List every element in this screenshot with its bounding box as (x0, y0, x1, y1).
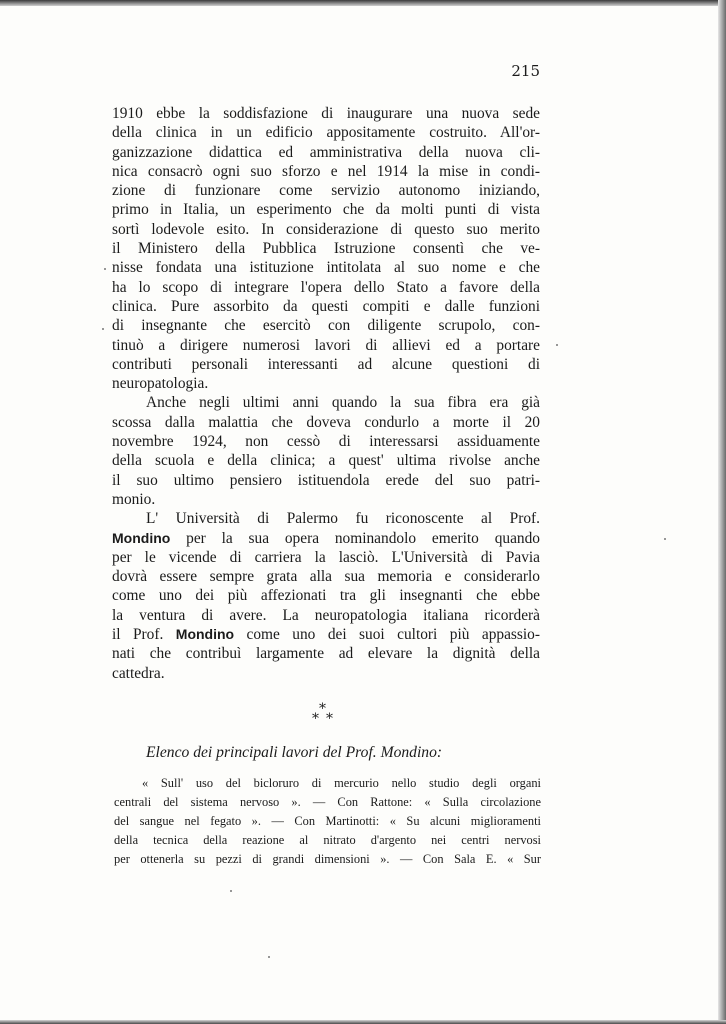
body-line: primo in Italia, un esperimento che da molti punti di vista (112, 201, 540, 219)
bibliography-text (114, 774, 541, 869)
body-line: contributi personali interessanti ad alcune questioni di (112, 355, 540, 373)
body-line-text: il Prof. (112, 626, 176, 644)
body-line: L' Università di Palermo fu riconoscente al Prof. (146, 510, 540, 528)
bibliography-line: del sangue nel fegato ». — Con Martinotti: « Su alcuni miglioramenti (114, 814, 541, 828)
scan-speck (230, 890, 232, 892)
body-line: dovrà essere sempre grata alla sua memoria e considerarlo (112, 568, 540, 586)
page-right-edge-shadow (718, 0, 726, 1024)
scan-speck (664, 538, 666, 540)
body-line: tinuò a dirigere numerosi lavori di allievi ed a portare (112, 336, 540, 354)
scan-speck (104, 268, 106, 270)
page-number: 215 (511, 62, 540, 80)
body-line: della scuola e della clinica; a quest' ultima rivolse anche (112, 452, 540, 470)
body-line: 1910 ebbe la soddisfazione di inaugurare una nuova sede (112, 105, 540, 122)
body-line-text: come uno dei suoi cultori più appassio- (234, 626, 540, 644)
body-line: cattedra. (112, 664, 165, 682)
asterism-star: * (312, 711, 319, 727)
body-line: per le vicende di carriera la lasciò. L'Università di Pavia (112, 548, 540, 566)
body-line: Anche negli ultimi anni quando la sua fibra era già (146, 394, 540, 412)
body-line-text: per la sua opera nominandolo emerito quando (170, 529, 540, 547)
body-text (112, 104, 540, 683)
body-line: nati che contribuì largamente ad elevare la dignità della (112, 645, 540, 663)
bibliography-line: per ottenerla su pezzi di grandi dimensioni ». — Con Sala E. « Sur (114, 852, 541, 866)
asterism-separator (300, 702, 350, 730)
body-line: monio. (112, 490, 156, 508)
body-line: zione di funzionare come servizio autonomo iniziando, (112, 182, 540, 200)
body-line: della clinica in un edificio appositamente costruito. All'or- (112, 124, 540, 142)
section-heading: Elenco dei principali lavori del Prof. Mondino: (146, 744, 443, 761)
body-line: neuropatologia. (112, 375, 209, 393)
body-line: di insegnante che esercitò con diligente scrupolo, con- (112, 317, 540, 335)
scan-speck (268, 956, 270, 958)
bibliography-line: centrali del sistema nervoso ». — Con Rattone: « Sulla circolazione (114, 795, 541, 809)
body-line: sortì lodevole esito. In considerazione di questo suo merito (112, 220, 540, 238)
body-line: ha lo scopo di integrare l'opera dello Stato a favore della (112, 278, 540, 296)
body-line: nica consacrò ogni suo sforzo e nel 1914 la mise in condi- (112, 162, 540, 180)
bibliography-line: della tecnica della reazione al nitrato d'argento nei centri nervosi (114, 833, 541, 847)
body-line: come uno dei più affezionati tra gli insegnanti che ebbe (112, 587, 540, 605)
body-line: novembre 1924, non cessò di interessarsi assiduamente (112, 433, 540, 451)
body-line: il suo ultimo pensiero istituendola erede del suo patri- (112, 471, 540, 489)
page-bottom-edge-shadow (0, 1020, 726, 1024)
body-line (112, 625, 540, 644)
surname-name: Mondino (112, 529, 171, 546)
body-line: scossa dalla malattia che doveva condurlo a morte il 20 (112, 413, 540, 431)
surname-name: Mondino (175, 626, 235, 643)
scan-speck (102, 328, 104, 330)
asterism-star: * (319, 701, 326, 717)
body-line: nisse fondata una istituzione intitolata al suo nome e che (112, 259, 540, 277)
page-top-edge-shadow (0, 0, 726, 6)
body-line: ganizzazione didattica ed amministrativa della nuova cli- (112, 143, 540, 161)
body-line: la ventura di avere. La neuropatologia italiana ricorderà (112, 606, 540, 624)
body-line (112, 529, 540, 548)
scan-speck (556, 344, 558, 346)
body-line: clinica. Pure assorbito da questi compiti e dalle funzioni (112, 297, 540, 315)
body-line: il Ministero della Pubblica Istruzione consentì che ve- (112, 240, 540, 258)
bibliography-line: « Sull' uso del bicloruro di mercurio nello studio degli organi (142, 776, 541, 790)
asterism-star: * (326, 711, 333, 727)
